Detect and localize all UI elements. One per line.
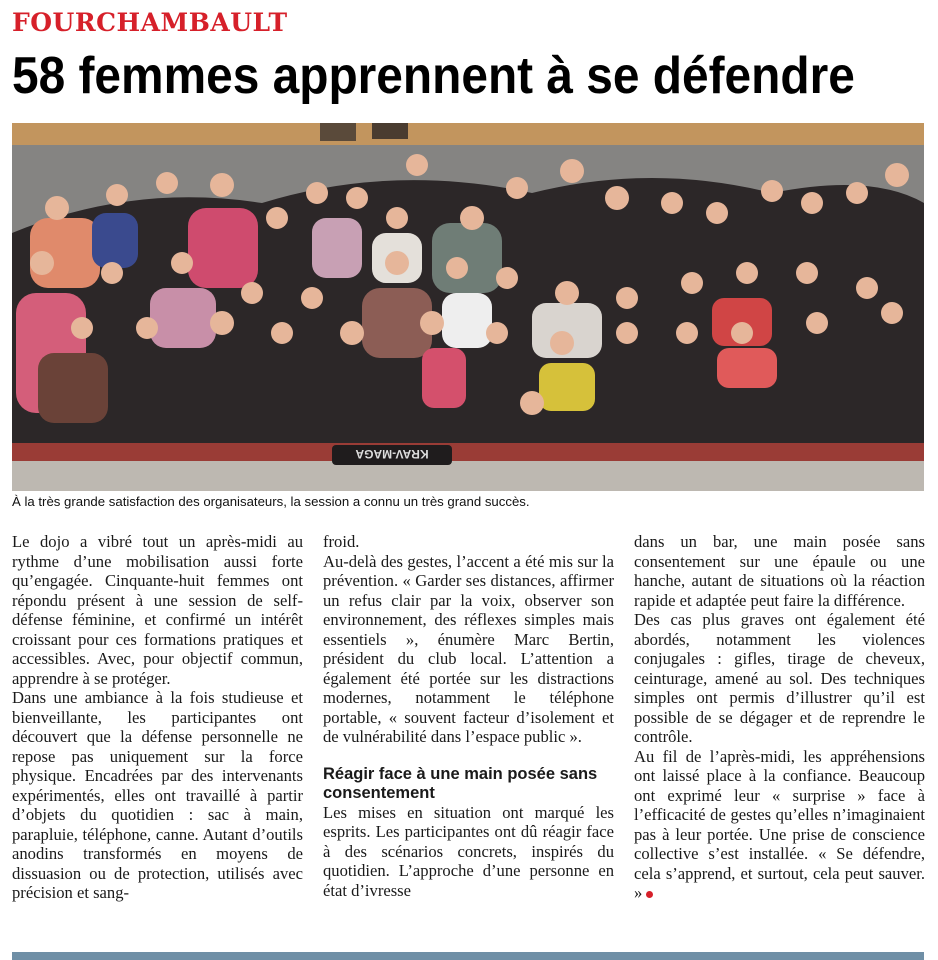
bottom-border	[12, 952, 924, 960]
paragraph: dans un bar, une main posée sans consentement sur une épaule ou une hanche, autant de situations où la réaction rapide et adaptée peut faire la différence.	[634, 532, 925, 610]
paragraph: Dans une ambiance à la fois studieuse et bienveillante, les participantes ont découvert que la défense personnelle ne repose pas uniquement sur la force physique. Encadrées par des intervenants expérimentés, elles ont travaillé à partir d’objets du quotidien : sac à main, parapluie, téléphone, canne. Autant d’outils anodins transformés en moyens de dissuasion ou de protection, utilisés avec précision et sang-	[12, 688, 303, 902]
paragraph: Les mises en situation ont marqué les esprits. Les participantes ont dû réagir face à des scénarios concrets, inspirés du quotidien. L’approche d’une personne en état d’ivresse	[323, 802, 614, 900]
article-column-3	[634, 532, 925, 903]
article-column-1	[12, 532, 303, 903]
end-of-article-dot	[646, 891, 653, 898]
paragraph: Le dojo a vibré tout un après-midi au rythme d’une mobilisation aussi forte qu’engagée. Cinquante-huit femmes ont répondu présent à une session de self-défense féminine, et confirmé un intérêt croissant pour ces formations pratiques et accessibles. Avec, pour objectif commun, apprendre à se protéger.	[12, 532, 303, 688]
paragraph: froid.	[323, 532, 360, 551]
photo-caption: À la très grande satisfaction des organisateurs, la session a connu un très grand succès.	[12, 494, 530, 509]
article-headline: 58 femmes apprennent à se défendre	[12, 47, 855, 105]
article-column-2	[323, 532, 614, 900]
section-kicker: FOURCHAMBAULT	[12, 8, 288, 37]
subheading: Réagir face à une main posée sans consentement	[323, 764, 598, 802]
paragraph-text: Au fil de l’après-midi, les appréhensions ont laissé place à la confiance. Beaucoup ont exprimé leur « surprise » face à l’efficacité de gestes qu’elles n’imaginaient pas à leur portée. Une prise de conscience collective s’est installée. « Se défendre, cela s’apprend, et surtout, cela peut sauver. »	[634, 746, 925, 902]
group-photo	[12, 123, 924, 491]
paragraph	[634, 747, 925, 903]
paragraph: Au-delà des gestes, l’accent a été mis sur la prévention. « Garder ses distances, affirmer un refus clair par la voix, observer son environnement, des réflexes simples mais essentiels », énumère Marc Bertin, président du club local. L’attention a également été portée sur les distractions modernes, notamment le téléphone portable, « souvent facteur d’isolement et de vulnérabilité dans l’espace public ».	[323, 551, 614, 746]
photo-banner-text: KRAV-MAGA	[355, 447, 429, 461]
paragraph: Des cas plus graves ont également été abordés, notamment les violences conjugales : gifles, tirage de cheveux, ceinturage, amené au sol. Des techniques simples ont permis d’illustrer qu’il est possible de se dégager et de reprendre le contrôle.	[634, 610, 925, 746]
